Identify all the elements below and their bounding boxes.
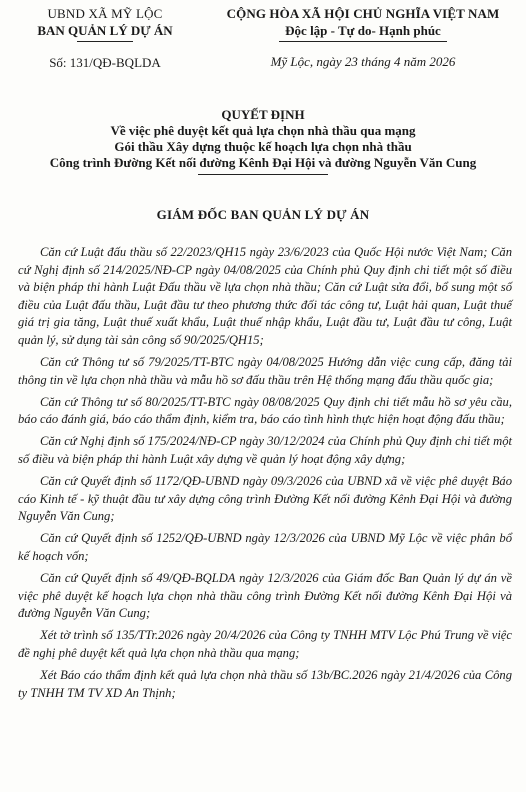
legal-basis-paragraph: Căn cứ Luật đấu thầu số 22/2023/QH15 ngày 23/6/2023 của Quốc Hội nước Việt Nam; Căn cứ Nghị định số 214/2025/NĐ-CP ngày 04/08/2025 của Chính phủ Quy định chi tiết một số điều và biện pháp thi hành Luật Đấu thầu về lựa chọn nhà thầu; Căn cứ Luật sửa đổi, bổ sung một số điều của Luật đấu thầu, Luật đầu tư theo phương thức đối tác công tư, Luật hải quan, Luật thuế giá trị gia tăng, Luật thuế xuất khẩu, Luật thuế nhập khẩu, Luật đầu tư, Luật đầu tư công, Luật quản lý, sử dụng tài sản công số 90/2025/QH15; [18, 245, 512, 347]
national-motto: Độc lập - Tự do- Hạnh phúc [285, 23, 441, 38]
document-number: Số: 131/QĐ-BQLDA [49, 55, 161, 70]
national-title: CỘNG HÒA XÃ HỘI CHỦ NGHĨA VIỆT NAM [226, 6, 500, 21]
decision-subject-line-3: Công trình Đường Kết nối đường Kênh Đại Hội và đường Nguyễn Văn Cung [49, 155, 477, 170]
decision-title-block [0, 107, 526, 175]
decision-subject-line-1: Về việc phê duyệt kết quả lựa chọn nhà thầu qua mạng [110, 123, 416, 138]
legal-basis-paragraph: Căn cứ Thông tư số 79/2025/TT-BTC ngày 04/08/2025 Hướng dẫn việc cung cấp, đăng tải thông tin về lựa chọn nhà thầu và mẫu hồ sơ đấu thầu trên Hệ thống mạng đấu thầu quốc gia; [18, 355, 512, 387]
national-title-block [205, 6, 521, 70]
title-underline [198, 174, 328, 175]
legal-basis-paragraph: Căn cứ Quyết định số 1252/QĐ-UBND ngày 12/3/2026 của UBND Mỹ Lộc về việc phân bổ kế hoạch vốn; [18, 531, 512, 563]
legal-basis-paragraph: Căn cứ Nghị định số 175/2024/NĐ-CP ngày 30/12/2024 của Chính phủ Quy định chi tiết một số điều và biện pháp thi hành Luật xây dựng về quản lý hoạt động xây dựng; [18, 434, 512, 467]
agency-underline [77, 41, 133, 42]
legal-basis-section [18, 244, 512, 707]
legal-basis-paragraph: Căn cứ Quyết định số 1172/QĐ-UBND ngày 09/3/2026 của UBND xã về việc phê duyệt Báo cáo Kinh tế - kỹ thuật đầu tư xây dựng công trình Đường Kết nối đường Kênh Đại Hội và đường Nguyễn Văn Cung; [18, 474, 512, 524]
decision-subject-line-2: Gói thầu Xây dựng thuộc kế hoạch lựa chọn nhà thầu [114, 139, 412, 154]
legal-basis-paragraph: Xét tờ trình số 135/TTr.2026 ngày 20/4/2026 của Công ty TNHH MTV Lộc Phú Trung về việc đề nghị phê duyệt kết quả lựa chọn nhà thầu qua mạng; [18, 628, 512, 660]
motto-underline [279, 41, 447, 42]
legal-basis-paragraph: Căn cứ Quyết định số 49/QĐ-BQLDA ngày 12/3/2026 của Giám đốc Ban Quản lý dự án về việc phê duyệt kế hoạch lựa chọn nhà thầu công trình Đường Kết nối đường Kênh Đại Hội và đường Nguyễn Văn Cung; [18, 571, 512, 621]
issuing-organization: BAN QUẢN LÝ DỰ ÁN [37, 23, 173, 38]
document-header [0, 6, 526, 86]
issuing-agency-block [10, 6, 200, 71]
decision-title: QUYẾT ĐỊNH [221, 107, 305, 122]
legal-basis-paragraph: Căn cứ Thông tư số 80/2025/TT-BTC ngày 08/08/2025 Quy định chi tiết mẫu hồ sơ yêu cầu, báo cáo đánh giá, báo cáo thẩm định, kiểm tra, báo cáo tình hình thực hiện hoạt động đấu thầu; [18, 394, 512, 427]
authority-heading: GIÁM ĐỐC BAN QUẢN LÝ DỰ ÁN [156, 207, 370, 222]
legal-basis-paragraph: Xét Báo cáo thẩm định kết quả lựa chọn nhà thầu số 13b/BC.2026 ngày 21/4/2026 của Công ty TNHH TM TV XD An Thịnh; [18, 668, 512, 700]
parent-organization: UBND XÃ MỸ LỘC [47, 6, 163, 21]
place-and-date: Mỹ Lộc, ngày 23 tháng 4 năm 2026 [270, 54, 456, 69]
